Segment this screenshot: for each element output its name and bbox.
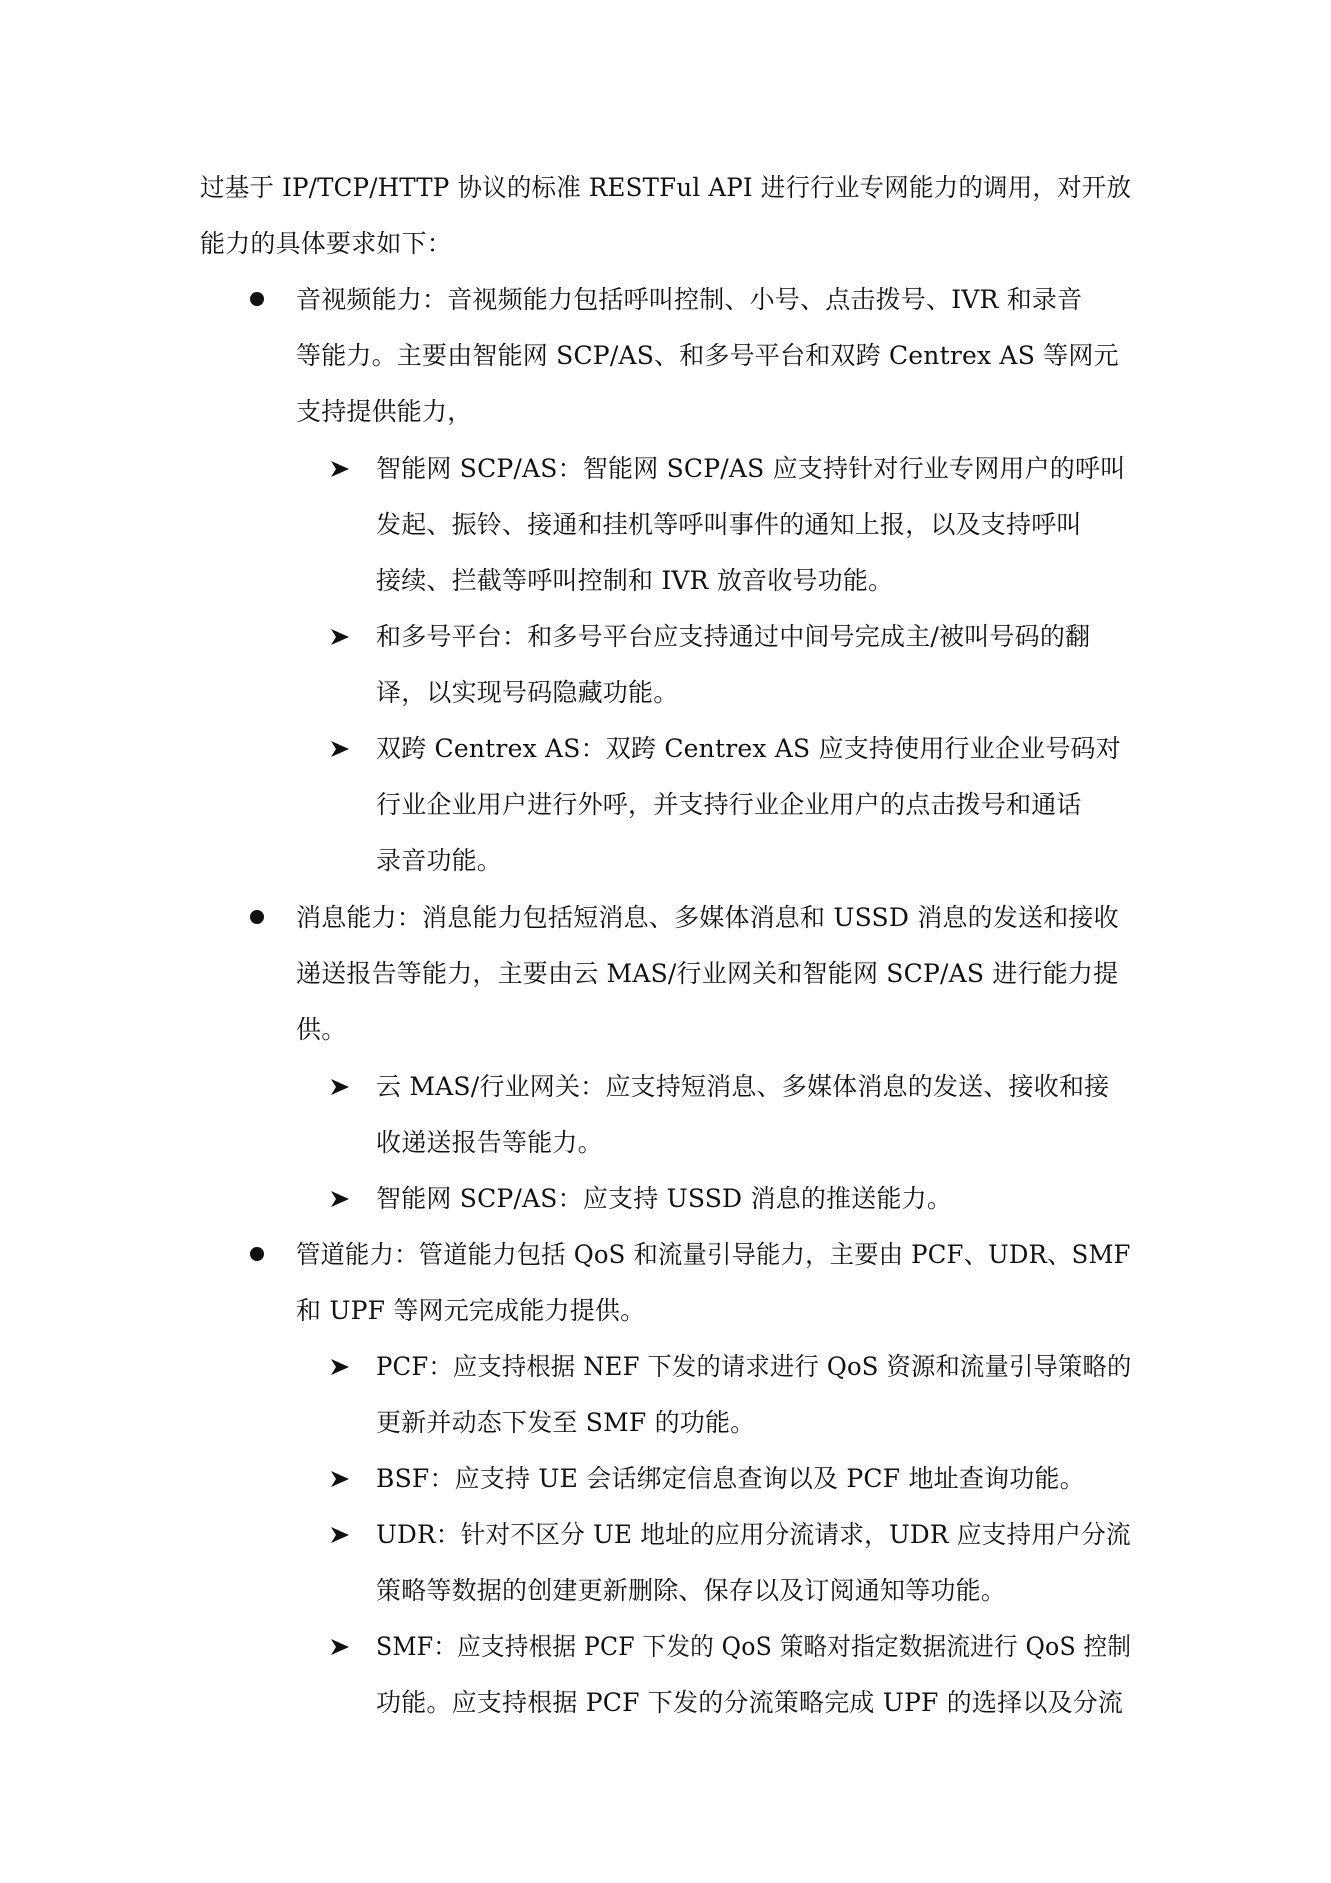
bullet-1-line-2: 等能力。主要由智能网 SCP/AS、和多号平台和双跨 Centrex AS 等网元 [296, 341, 1119, 370]
sub-3-3-line-2: 策略等数据的创建更新删除、保存以及订阅通知等功能。 [376, 1576, 1007, 1605]
arrow-bullet-icon [330, 1189, 350, 1209]
bullet-2-line-2: 递送报告等能力，主要由云 MAS/行业网关和智能网 SCP/AS 进行能力提 [296, 959, 1119, 988]
bullet-2-line-3: 供。 [296, 1015, 347, 1044]
bullet-dot-icon [250, 292, 264, 306]
sub-1-3-line-1: 双跨 Centrex AS：双跨 Centrex AS 应支持使用行业企业号码对 [376, 734, 1121, 763]
bullet-2-line-1: 消息能力：消息能力包括短消息、多媒体消息和 USSD 消息的发送和接收 [296, 903, 1119, 932]
arrow-bullet-icon [330, 1357, 350, 1377]
arrow-bullet-icon [330, 1637, 350, 1657]
intro-line-1: 过基于 IP/TCP/HTTP 协议的标准 RESTFul API 进行行业专网能力的调用，对开放 [200, 173, 1132, 202]
bullet-dot-icon [250, 910, 264, 924]
arrow-bullet-icon [330, 1525, 350, 1545]
sub-3-4-line-2: 功能。应支持根据 PCF 下发的分流策略完成 UPF 的选择以及分流 [376, 1688, 1124, 1717]
sub-1-1-line-3: 接续、拦截等呼叫控制和 IVR 放音收号功能。 [376, 566, 894, 595]
sub-3-3-line-1: UDR：针对不区分 UE 地址的应用分流请求，UDR 应支持用户分流 [376, 1520, 1131, 1549]
sub-1-1-line-1: 智能网 SCP/AS：智能网 SCP/AS 应支持针对行业专网用户的呼叫 [376, 454, 1126, 483]
sub-2-1-line-1: 云 MAS/行业网关：应支持短消息、多媒体消息的发送、接收和接 [376, 1072, 1110, 1101]
bullet-1-line-1: 音视频能力：音视频能力包括呼叫控制、小号、点击拨号、IVR 和录音 [296, 285, 1083, 314]
intro-line-2: 能力的具体要求如下： [200, 229, 453, 258]
bullet-3-line-2: 和 UPF 等网元完成能力提供。 [296, 1296, 646, 1325]
arrow-bullet-icon [330, 459, 350, 479]
sub-1-2-line-1: 和多号平台：和多号平台应支持通过中间号完成主/被叫号码的翻 [376, 622, 1091, 651]
arrow-bullet-icon [330, 627, 350, 647]
bullet-dot-icon [250, 1247, 264, 1261]
bullet-3-line-1: 管道能力：管道能力包括 QoS 和流量引导能力，主要由 PCF、UDR、SMF [296, 1240, 1131, 1269]
sub-3-2-line-1: BSF：应支持 UE 会话绑定信息查询以及 PCF 地址查询功能。 [376, 1464, 1085, 1493]
sub-1-3-line-3: 录音功能。 [376, 846, 503, 875]
sub-1-3-line-2: 行业企业用户进行外呼，并支持行业企业用户的点击拨号和通话 [376, 790, 1082, 819]
sub-2-2-line-1: 智能网 SCP/AS：应支持 USSD 消息的推送能力。 [376, 1184, 953, 1213]
sub-1-2-line-2: 译，以实现号码隐藏功能。 [376, 678, 679, 707]
sub-2-1-line-2: 收递送报告等能力。 [376, 1128, 603, 1157]
sub-3-4-line-1: SMF：应支持根据 PCF 下发的 QoS 策略对指定数据流进行 QoS 控制 [376, 1632, 1132, 1661]
sub-3-1-line-2: 更新并动态下发至 SMF 的功能。 [376, 1408, 756, 1437]
arrow-bullet-icon [330, 739, 350, 759]
arrow-bullet-icon [330, 1077, 350, 1097]
sub-1-1-line-2: 发起、振铃、接通和挂机等呼叫事件的通知上报，以及支持呼叫 [376, 510, 1082, 539]
bullet-1-line-3: 支持提供能力， [296, 397, 473, 426]
arrow-bullet-icon [330, 1469, 350, 1489]
sub-3-1-line-1: PCF：应支持根据 NEF 下发的请求进行 QoS 资源和流量引导策略的 [376, 1352, 1132, 1381]
